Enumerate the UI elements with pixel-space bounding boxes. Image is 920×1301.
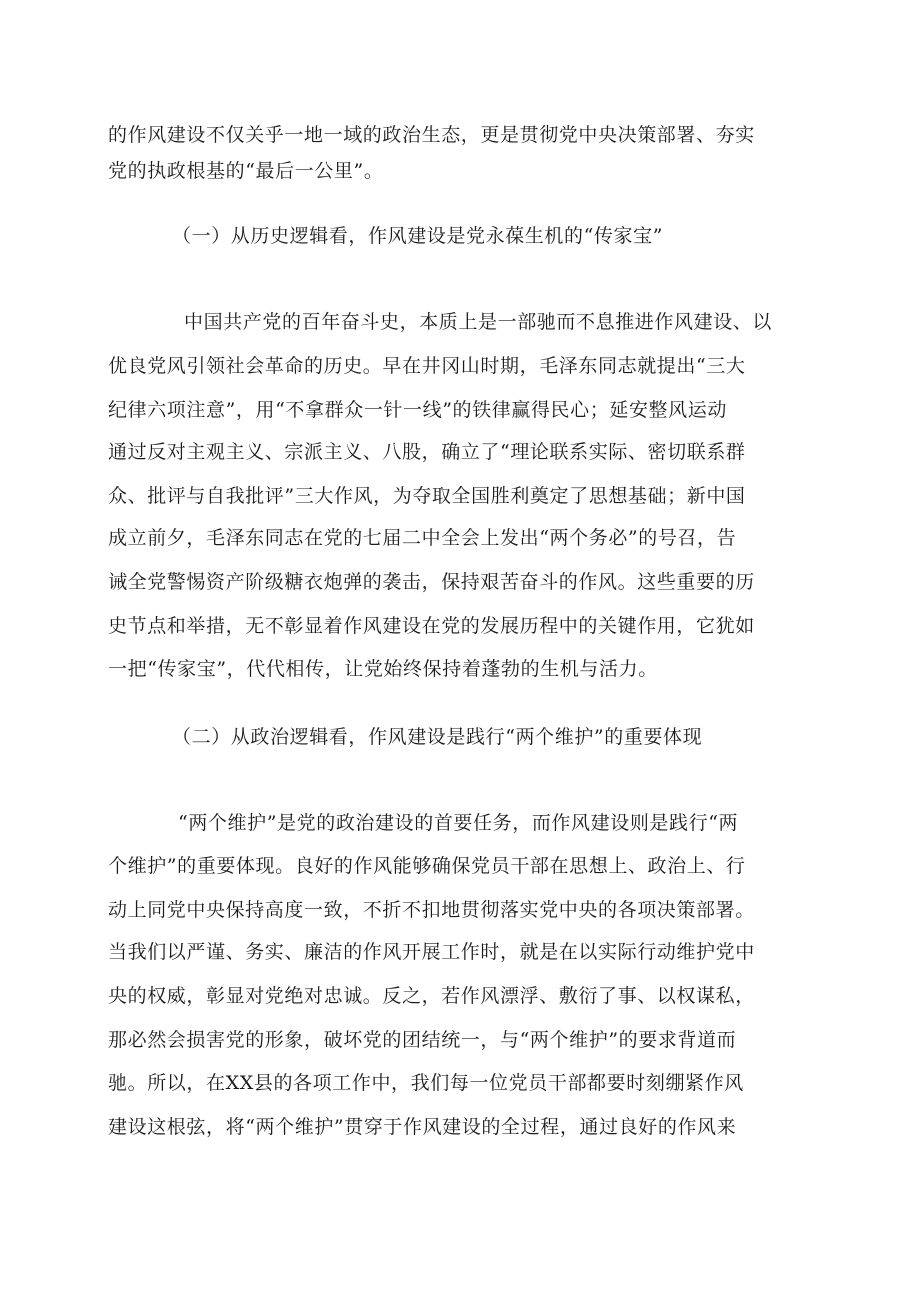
text-line: 个维护”的重要体现。良好的作风能够确保党员干部在思想上、政治上、行 bbox=[108, 855, 746, 878]
text-line: 诫全党警惕资产阶级糖衣炮弹的袭击，保持艰苦奋斗的作风。这些重要的历 bbox=[108, 570, 755, 593]
text-line: 纪律六项注意”，用“不拿群众一针一线”的铁律赢得民心；延安整风运动 bbox=[108, 398, 727, 421]
text-line: 通过反对主观主义、宗派主义、八股，确立了“理论联系实际、密切联系群 bbox=[108, 441, 746, 464]
heading-text: （二）从政治逻辑看，作风建设是践行“两个维护”的重要体现 bbox=[172, 725, 703, 748]
text-line: 中国共产党的百年奋斗史，本质上是一部驰而不息推进作风建设、以 bbox=[184, 311, 773, 334]
text-line: 成立前夕，毛泽东同志在党的七届二中全会上发出“两个务必”的号召，告 bbox=[108, 527, 737, 550]
text-line: 建设这根弦，将“两个维护”贯穿于作风建设的全过程，通过良好的作风来 bbox=[108, 1116, 737, 1139]
text-line: 驰。所以，在XX县的各项工作中，我们每一位党员干部都要时刻绷紧作风 bbox=[108, 1072, 744, 1095]
text-line: 当我们以严谨、务实、廉洁的作风开展工作时，就是在以实际行动维护党中 bbox=[108, 941, 755, 964]
text-line: 的作风建设不仅关乎一地一域的政治生态，更是贯彻党中央决策部署、夯实 bbox=[108, 123, 755, 146]
text-line: 史节点和举措，无不彰显着作风建设在党的发展历程中的关键作用，它犹如 bbox=[108, 614, 755, 637]
text-line: 央的权威，彰显对党绝对忠诚。反之，若作风漂浮、敷衍了事、以权谋私， bbox=[108, 985, 755, 1008]
text-line: 众、批评与自我批评”三大作风，为夺取全国胜利奠定了思想基础；新中国 bbox=[108, 484, 746, 507]
text-line: 那必然会损害党的形象，破坏党的团结统一，与“两个维护”的要求背道而 bbox=[108, 1028, 737, 1051]
heading-text: （一）从历史逻辑看，作风建设是党永葆生机的“传家宝” bbox=[172, 225, 664, 248]
text-line: “两个维护”是党的政治建设的首要任务，而作风建设则是践行“两 bbox=[178, 811, 739, 834]
text-line: 优良党风引领社会革命的历史。早在井冈山时期，毛泽东同志就提出“三大 bbox=[108, 355, 746, 377]
text-line: 一把“传家宝”，代代相传，让党始终保持着蓬勃的生机与活力。 bbox=[108, 658, 658, 681]
text-line: 动上同党中央保持高度一致，不折不扣地贯彻落实党中央的各项决策部署。 bbox=[108, 898, 755, 921]
text-line: 党的执政根基的“最后一公里”。 bbox=[108, 160, 384, 183]
